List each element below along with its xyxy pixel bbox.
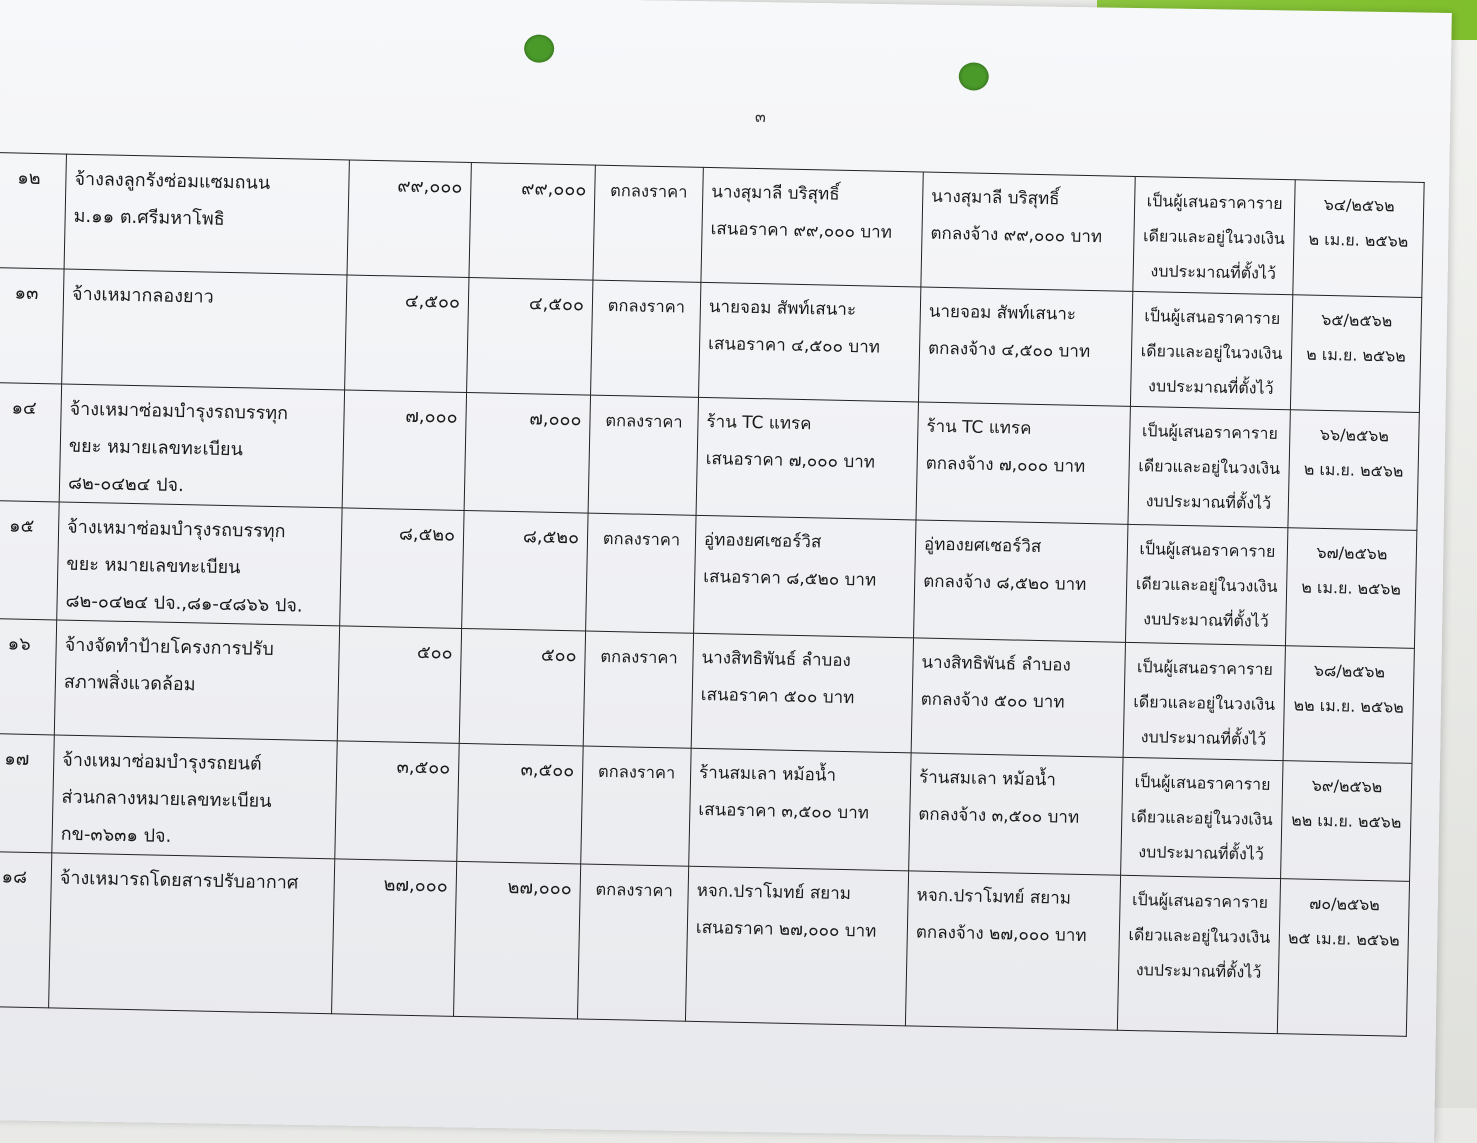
winner-cell <box>914 520 1128 642</box>
contract-cell <box>1285 528 1416 649</box>
contract-line: ๖๙/๒๕๖๒ <box>1311 775 1383 797</box>
selection-reason-line: เป็นผู้เสนอราคาราย <box>1134 772 1271 794</box>
bidder-cell <box>701 167 923 287</box>
winner-line: ตกลงจ้าง ๔,๕๐๐ บาท <box>927 338 1091 363</box>
winner-line: ตกลงจ้าง ๕๐๐ บาท <box>920 689 1065 713</box>
bidder-cell <box>696 397 918 520</box>
contract-cell <box>1283 646 1414 764</box>
contract-line: ๒๒ เม.ย. ๒๕๖๒ <box>1291 810 1402 832</box>
contract-cell <box>1277 879 1409 1037</box>
winner-line: ตกลงจ้าง ๗,๐๐๐ บาท <box>925 453 1086 477</box>
selection-reason-line: เดียวและอยู่ในวงเงิน <box>1135 574 1278 597</box>
budget-cell: ๒๗,๐๐๐ <box>332 859 457 1017</box>
selection-reason-line: งบประมาณที่ตั้งไว้ <box>1140 727 1267 749</box>
selection-reason-line: เป็นผู้เสนอราคาราย <box>1141 421 1279 443</box>
winner-line: นางสุมาลี บริสุทธิ์ <box>931 186 1060 210</box>
procurement-method-cell: ตกลงราคา <box>581 746 691 866</box>
budget-cell: ๕๐๐ <box>337 626 461 744</box>
bidder-line: อู่ทองยศเซอร์วิส <box>703 529 822 553</box>
punch-hole <box>959 62 989 90</box>
selection-reason-cell <box>1130 291 1292 409</box>
winner-cell <box>921 172 1135 291</box>
selection-reason-line: เป็นผู้เสนอราคาราย <box>1131 890 1269 912</box>
contract-line: ๖๔/๒๕๖๒ <box>1323 194 1395 216</box>
procurement-table-wrapper <box>0 152 1425 1037</box>
selection-reason-cell <box>1123 642 1285 760</box>
winner-cell <box>911 638 1125 757</box>
item-name-line: จ้างเหมากลองยาว <box>71 283 214 308</box>
table-row <box>0 851 1410 1036</box>
budget-cell: ๙๙,๐๐๐ <box>347 160 471 278</box>
selection-reason-line: เดียวและอยู่ในวงเงิน <box>1133 692 1276 714</box>
bidder-line: นายจอม สัพท์เสนาะ <box>708 297 857 321</box>
item-name-cell <box>52 735 337 859</box>
contract-line: ๖๗/๒๕๖๒ <box>1316 542 1388 564</box>
selection-reason-line: เป็นผู้เสนอราคาราย <box>1139 539 1276 561</box>
item-name-line: กข-๓๖๓๑ ปจ. <box>60 823 172 847</box>
bidder-line: ร้าน TC แทรค <box>706 412 812 435</box>
item-name-line: จ้างเหมาซ่อมบำรุงรถบรรทุก <box>66 516 286 543</box>
item-name-line: จ้างเหมาซ่อมบำรุงรถยนต์ <box>62 749 262 775</box>
winner-cell <box>905 871 1120 1030</box>
contract-line: ๒๕ เม.ย. ๒๕๖๒ <box>1287 928 1400 950</box>
selection-reason-line: เดียวและอยู่ในวงเงิน <box>1128 924 1271 947</box>
bidder-cell <box>699 282 921 402</box>
winner-line: ตกลงจ้าง ๒๗,๐๐๐ บาท <box>915 922 1087 947</box>
table-body <box>0 153 1424 1037</box>
procurement-table <box>0 152 1425 1037</box>
item-name-cell <box>49 853 335 1014</box>
selection-reason-line: เดียวและอยู่ในวงเงิน <box>1138 456 1281 479</box>
median-price-cell: ๙๙,๐๐๐ <box>469 163 595 281</box>
item-name-cell <box>57 502 342 626</box>
budget-cell: ๓,๕๐๐ <box>335 741 459 862</box>
budget-cell: ๘,๕๒๐ <box>340 508 464 629</box>
item-name-line: ขยะ หมายเลขทะเบียน <box>68 435 244 461</box>
contract-line: ๖๘/๒๕๖๒ <box>1313 660 1386 682</box>
contract-cell <box>1281 761 1412 882</box>
item-name-line: จ้างเหมารถโดยสารปรับอากาศ <box>59 867 299 894</box>
item-name-cell <box>62 269 347 390</box>
winner-cell <box>909 753 1123 875</box>
item-name-line: จ้างจัดทำป้ายโครงการปรับ <box>64 634 274 661</box>
winner-line: ร้าน TC แทรค <box>926 416 1032 439</box>
selection-reason-line: เป็นผู้เสนอราคาราย <box>1146 191 1283 214</box>
selection-reason-cell <box>1125 524 1287 645</box>
selection-reason-line: งบประมาณที่ตั้งไว้ <box>1147 376 1274 398</box>
selection-reason-line: งบประมาณที่ตั้งไว้ <box>1145 491 1272 513</box>
item-number-cell: ๑๗ <box>0 733 54 853</box>
contract-cell <box>1290 295 1421 413</box>
selection-reason-line: เดียวและอยู่ในวงเงิน <box>1140 341 1283 364</box>
selection-reason-line: งบประมาณที่ตั้งไว้ <box>1143 609 1269 631</box>
bidder-line: หจก.ปราโมทย์ สยาม <box>696 880 852 905</box>
median-price-cell: ๔,๕๐๐ <box>467 278 593 396</box>
bidder-line: นางสิทธิพันธ์ ลำบอง <box>701 647 852 672</box>
bidder-cell <box>694 515 916 638</box>
item-number-cell: ๑๘ <box>0 851 52 1008</box>
selection-reason-line: งบประมาณที่ตั้งไว้ <box>1150 261 1277 283</box>
bidder-line: เสนอราคา ๗,๐๐๐ บาท <box>705 449 876 473</box>
bidder-line: เสนอราคา ๔,๕๐๐ บาท <box>707 334 881 358</box>
bidder-line: เสนอราคา ๙๙,๐๐๐ บาท <box>710 219 893 243</box>
selection-reason-cell <box>1128 406 1290 527</box>
median-price-cell: ๓,๕๐๐ <box>457 743 583 864</box>
median-price-cell: ๒๗,๐๐๐ <box>453 861 580 1019</box>
contract-line: ๒๒ เม.ย. ๒๕๖๒ <box>1293 695 1404 717</box>
item-number-cell: ๑๕ <box>0 500 59 620</box>
item-name-line: ขยะ หมายเลขทะเบียน <box>66 553 241 579</box>
median-price-cell: ๗,๐๐๐ <box>464 392 590 513</box>
budget-cell: ๗,๐๐๐ <box>342 390 466 511</box>
procurement-method-cell: ตกลงราคา <box>577 864 688 1021</box>
bidder-cell <box>691 633 913 753</box>
selection-reason-line: เดียวและอยู่ในวงเงิน <box>1142 226 1286 249</box>
item-name-line: ๘๒-๐๔๒๔ ปจ. <box>67 472 185 497</box>
bidder-line: นางสุมาลี บริสุทธิ์ <box>711 182 840 205</box>
bidder-line: เสนอราคา ๘,๕๒๐ บาท <box>703 566 877 591</box>
item-number-cell: ๑๖ <box>0 618 57 735</box>
bidder-line: เสนอราคา ๕๐๐ บาท <box>700 684 855 709</box>
item-name-line: จ้างเหมาซ่อมบำรุงรถบรรทุก <box>69 398 289 425</box>
winner-cell <box>916 402 1130 524</box>
item-number-cell: ๑๔ <box>0 382 62 502</box>
selection-reason-cell <box>1133 176 1295 294</box>
winner-line: ตกลงจ้าง ๙๙,๐๐๐ บาท <box>930 223 1103 248</box>
selection-reason-line: เป็นผู้เสนอราคาราย <box>1144 306 1281 329</box>
bidder-line: เสนอราคา ๓,๕๐๐ บาท <box>698 799 870 824</box>
page-number: ๓ <box>754 106 767 127</box>
winner-line: ร้านสมเลา หม้อน้ำ <box>918 767 1057 791</box>
procurement-method-cell: ตกลงราคา <box>586 513 696 633</box>
item-name-line: จ้างลงลูกรังซ่อมแซมถนน <box>74 168 271 194</box>
median-price-cell: ๘,๕๒๐ <box>462 510 588 631</box>
selection-reason-cell <box>1121 757 1283 878</box>
bidder-line: ร้านสมเลา หม้อน้ำ <box>698 762 837 786</box>
selection-reason-line: งบประมาณที่ตั้งไว้ <box>1138 842 1265 864</box>
punch-hole <box>524 34 554 62</box>
contract-line: ๒ เม.ย. ๒๕๖๒ <box>1308 229 1409 251</box>
bidder-cell <box>689 748 911 871</box>
bidder-cell <box>685 866 908 1026</box>
median-price-cell: ๕๐๐ <box>459 628 585 746</box>
procurement-method-cell: ตกลงราคา <box>591 280 701 397</box>
item-name-line: ม.๑๑ ต.ศรีมหาโพธิ <box>73 205 225 230</box>
winner-line: ตกลงจ้าง ๓,๕๐๐ บาท <box>918 804 1080 828</box>
item-name-line: สภาพสิ่งแวดล้อม <box>63 671 196 696</box>
budget-cell: ๔,๕๐๐ <box>345 275 469 393</box>
winner-line: ตกลงจ้าง ๘,๕๒๐ บาท <box>922 571 1087 596</box>
procurement-method-cell: ตกลงราคา <box>583 631 693 748</box>
item-name-cell <box>54 620 339 741</box>
item-name-cell <box>64 154 349 275</box>
contract-line: ๗๐/๒๕๖๒ <box>1309 893 1381 915</box>
contract-cell <box>1288 410 1419 531</box>
winner-cell <box>918 287 1132 406</box>
contract-line: ๒ เม.ย. ๒๕๖๒ <box>1306 344 1407 366</box>
selection-reason-line: งบประมาณที่ตั้งไว้ <box>1135 960 1262 982</box>
item-number-cell: ๑๓ <box>0 267 64 384</box>
item-name-cell <box>59 384 344 508</box>
procurement-method-cell: ตกลงราคา <box>593 165 703 282</box>
contract-cell <box>1293 180 1424 298</box>
item-name-line: ๘๒-๐๔๒๔ ปจ.,๘๑-๔๘๖๖ ปจ. <box>65 590 303 617</box>
item-name-line: ส่วนกลางหมายเลขทะเบียน <box>61 786 272 812</box>
selection-reason-line: เดียวและอยู่ในวงเงิน <box>1130 807 1273 829</box>
item-number-cell: ๑๒ <box>0 153 66 270</box>
winner-line: นายจอม สัพท์เสนาะ <box>928 301 1077 325</box>
bidder-line: เสนอราคา ๒๗,๐๐๐ บาท <box>695 917 877 942</box>
winner-line: นางสิทธิพันธ์ ลำบอง <box>921 652 1072 676</box>
contract-line: ๒ เม.ย. ๒๕๖๒ <box>1301 577 1402 599</box>
winner-line: อู่ทองยศเซอร์วิส <box>923 534 1042 558</box>
contract-line: ๖๕/๒๕๖๒ <box>1321 309 1393 331</box>
contract-line: ๒ เม.ย. ๒๕๖๒ <box>1303 459 1404 481</box>
contract-line: ๖๖/๒๕๖๒ <box>1319 424 1390 446</box>
procurement-method-cell: ตกลงราคา <box>588 395 698 515</box>
winner-line: หจก.ปราโมทย์ สยาม <box>916 885 1072 909</box>
selection-reason-line: เป็นผู้เสนอราคาราย <box>1136 657 1274 679</box>
selection-reason-cell <box>1117 875 1280 1033</box>
